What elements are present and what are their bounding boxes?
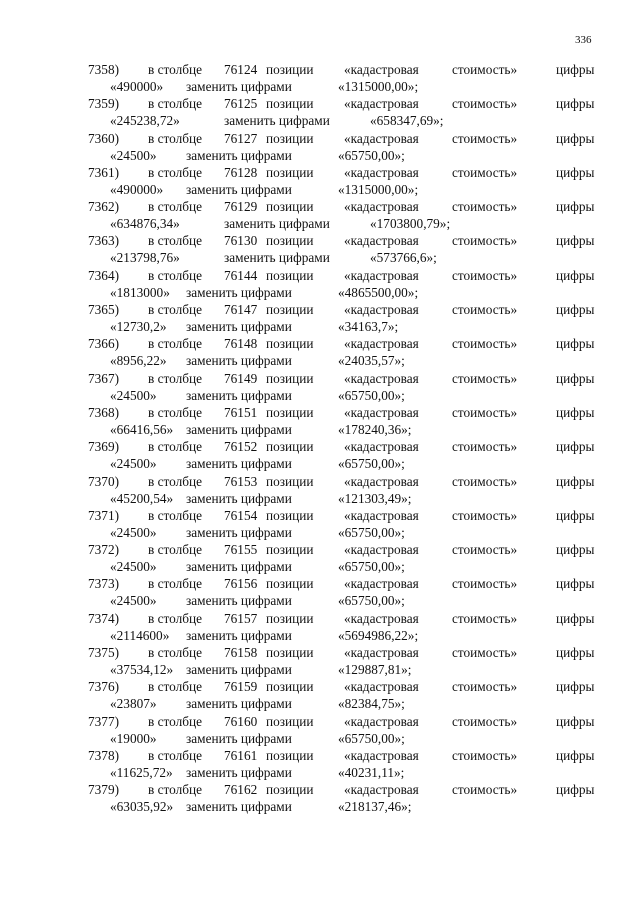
amendment-item bbox=[0, 131, 640, 165]
amendment-item bbox=[0, 165, 640, 199]
replace-phrase: заменить цифрами bbox=[186, 147, 292, 163]
new-value: «65750,00»; bbox=[338, 593, 405, 609]
item-number: 7360) bbox=[88, 130, 120, 146]
item-number: 7377) bbox=[88, 713, 120, 729]
position-number: 76151 bbox=[224, 404, 258, 420]
digits-word: цифры bbox=[556, 713, 595, 729]
amendment-item bbox=[0, 782, 640, 816]
item-number: 7376) bbox=[88, 679, 120, 695]
positions-word: позиции bbox=[266, 370, 314, 386]
column-phrase: в столбце bbox=[148, 302, 203, 318]
replace-phrase: заменить цифрами bbox=[186, 696, 292, 712]
amendment-item bbox=[0, 96, 640, 130]
amendment-item bbox=[0, 405, 640, 439]
amendment-list bbox=[0, 62, 640, 817]
new-value: «129887,81»; bbox=[338, 662, 412, 678]
positions-word: позиции bbox=[266, 96, 314, 112]
cadastral-word: «кадастровая bbox=[344, 576, 419, 592]
column-phrase: в столбце bbox=[148, 679, 203, 695]
old-value: «24500» bbox=[110, 147, 157, 163]
new-value: «1315000,00»; bbox=[338, 79, 419, 94]
new-value: «40231,11»; bbox=[338, 764, 405, 780]
new-value: «4865500,00»; bbox=[338, 284, 419, 300]
replace-phrase: заменить цифрами bbox=[186, 799, 292, 815]
cadastral-word: «кадастровая bbox=[344, 370, 419, 386]
old-value: «490000» bbox=[110, 79, 164, 94]
old-value: «23807» bbox=[110, 696, 157, 712]
amendment-item bbox=[0, 336, 640, 370]
replace-phrase: заменить цифрами bbox=[186, 730, 292, 746]
replace-phrase: заменить цифрами bbox=[186, 319, 292, 335]
cadastral-word: «кадастровая bbox=[344, 130, 419, 146]
cost-word: стоимость» bbox=[452, 336, 518, 352]
old-value: «19000» bbox=[110, 730, 157, 746]
digits-word: цифры bbox=[556, 747, 595, 763]
old-value: «634876,34» bbox=[110, 216, 180, 232]
cost-word: стоимость» bbox=[452, 199, 518, 215]
cadastral-word: «кадастровая bbox=[344, 679, 419, 695]
column-phrase: в столбце bbox=[148, 233, 203, 249]
positions-word: позиции bbox=[266, 439, 314, 455]
digits-word: цифры bbox=[556, 782, 595, 798]
digits-word: цифры bbox=[556, 576, 595, 592]
positions-word: позиции bbox=[266, 679, 314, 695]
cost-word: стоимость» bbox=[452, 233, 518, 249]
item-number: 7363) bbox=[88, 233, 120, 249]
item-number: 7368) bbox=[88, 404, 120, 420]
new-value: «65750,00»; bbox=[338, 730, 405, 746]
item-number: 7362) bbox=[88, 199, 120, 215]
column-phrase: в столбце bbox=[148, 199, 203, 215]
new-value: «65750,00»; bbox=[338, 456, 405, 472]
new-value: «218137,46»; bbox=[338, 799, 412, 815]
old-value: «490000» bbox=[110, 181, 164, 197]
positions-word: позиции bbox=[266, 336, 314, 352]
cadastral-word: «кадастровая bbox=[344, 62, 419, 77]
amendment-item bbox=[0, 371, 640, 405]
digits-word: цифры bbox=[556, 199, 595, 215]
digits-word: цифры bbox=[556, 62, 595, 77]
amendment-item bbox=[0, 302, 640, 336]
item-number: 7371) bbox=[88, 507, 120, 523]
column-phrase: в столбце bbox=[148, 439, 203, 455]
item-number: 7373) bbox=[88, 576, 120, 592]
cadastral-word: «кадастровая bbox=[344, 336, 419, 352]
cadastral-word: «кадастровая bbox=[344, 713, 419, 729]
digits-word: цифры bbox=[556, 542, 595, 558]
positions-word: позиции bbox=[266, 267, 314, 283]
item-number: 7370) bbox=[88, 473, 120, 489]
positions-word: позиции bbox=[266, 233, 314, 249]
column-phrase: в столбце bbox=[148, 370, 203, 386]
digits-word: цифры bbox=[556, 473, 595, 489]
cost-word: стоимость» bbox=[452, 404, 518, 420]
old-value: «24500» bbox=[110, 456, 157, 472]
position-number: 76155 bbox=[224, 542, 258, 558]
positions-word: позиции bbox=[266, 713, 314, 729]
position-number: 76128 bbox=[224, 164, 258, 180]
cost-word: стоимость» bbox=[452, 302, 518, 318]
cost-word: стоимость» bbox=[452, 473, 518, 489]
cost-word: стоимость» bbox=[452, 507, 518, 523]
cadastral-word: «кадастровая bbox=[344, 404, 419, 420]
position-number: 76157 bbox=[224, 610, 258, 626]
old-value: «245238,72» bbox=[110, 113, 180, 129]
cost-word: стоимость» bbox=[452, 782, 518, 798]
cost-word: стоимость» bbox=[452, 370, 518, 386]
column-phrase: в столбце bbox=[148, 645, 203, 661]
positions-word: позиции bbox=[266, 507, 314, 523]
position-number: 76147 bbox=[224, 302, 258, 318]
amendment-item bbox=[0, 714, 640, 748]
column-phrase: в столбце bbox=[148, 267, 203, 283]
new-value: «573766,6»; bbox=[370, 250, 437, 266]
item-number: 7361) bbox=[88, 164, 120, 180]
item-number: 7372) bbox=[88, 542, 120, 558]
amendment-item bbox=[0, 268, 640, 302]
column-phrase: в столбце bbox=[148, 782, 203, 798]
item-number: 7366) bbox=[88, 336, 120, 352]
replace-phrase: заменить цифрами bbox=[186, 181, 292, 197]
positions-word: позиции bbox=[266, 473, 314, 489]
cost-word: стоимость» bbox=[452, 645, 518, 661]
column-phrase: в столбце bbox=[148, 576, 203, 592]
cadastral-word: «кадастровая bbox=[344, 610, 419, 626]
digits-word: цифры bbox=[556, 233, 595, 249]
digits-word: цифры bbox=[556, 404, 595, 420]
item-number: 7375) bbox=[88, 645, 120, 661]
cost-word: стоимость» bbox=[452, 542, 518, 558]
cadastral-word: «кадастровая bbox=[344, 96, 419, 112]
old-value: «24500» bbox=[110, 524, 157, 540]
amendment-item bbox=[0, 508, 640, 542]
digits-word: цифры bbox=[556, 370, 595, 386]
cost-word: стоимость» bbox=[452, 713, 518, 729]
position-number: 76156 bbox=[224, 576, 258, 592]
digits-word: цифры bbox=[556, 267, 595, 283]
old-value: «24500» bbox=[110, 387, 157, 403]
old-value: «1813000» bbox=[110, 284, 170, 300]
cost-word: стоимость» bbox=[452, 679, 518, 695]
replace-phrase: заменить цифрами bbox=[186, 627, 292, 643]
new-value: «1703800,79»; bbox=[370, 216, 451, 232]
new-value: «82384,75»; bbox=[338, 696, 405, 712]
replace-phrase: заменить цифрами bbox=[186, 593, 292, 609]
cost-word: стоимость» bbox=[452, 267, 518, 283]
old-value: «2114600» bbox=[110, 627, 170, 643]
digits-word: цифры bbox=[556, 679, 595, 695]
digits-word: цифры bbox=[556, 302, 595, 318]
replace-phrase: заменить цифрами bbox=[186, 662, 292, 678]
replace-phrase: заменить цифрами bbox=[224, 216, 330, 232]
cost-word: стоимость» bbox=[452, 610, 518, 626]
item-number: 7367) bbox=[88, 370, 120, 386]
amendment-item bbox=[0, 611, 640, 645]
cost-word: стоимость» bbox=[452, 439, 518, 455]
item-number: 7358) bbox=[88, 62, 120, 77]
column-phrase: в столбце bbox=[148, 542, 203, 558]
position-number: 76149 bbox=[224, 370, 258, 386]
new-value: «1315000,00»; bbox=[338, 181, 419, 197]
cadastral-word: «кадастровая bbox=[344, 233, 419, 249]
digits-word: цифры bbox=[556, 164, 595, 180]
replace-phrase: заменить цифрами bbox=[186, 353, 292, 369]
replace-phrase: заменить цифрами bbox=[186, 559, 292, 575]
new-value: «24035,57»; bbox=[338, 353, 405, 369]
positions-word: позиции bbox=[266, 62, 314, 77]
positions-word: позиции bbox=[266, 576, 314, 592]
cadastral-word: «кадастровая bbox=[344, 747, 419, 763]
amendment-item bbox=[0, 439, 640, 473]
column-phrase: в столбце bbox=[148, 507, 203, 523]
new-value: «65750,00»; bbox=[338, 524, 405, 540]
replace-phrase: заменить цифрами bbox=[186, 764, 292, 780]
replace-phrase: заменить цифрами bbox=[186, 524, 292, 540]
old-value: «66416,56» bbox=[110, 421, 174, 437]
amendment-item bbox=[0, 542, 640, 576]
positions-word: позиции bbox=[266, 610, 314, 626]
item-number: 7379) bbox=[88, 782, 120, 798]
position-number: 76124 bbox=[224, 62, 258, 77]
column-phrase: в столбце bbox=[148, 713, 203, 729]
old-value: «63035,92» bbox=[110, 799, 174, 815]
old-value: «12730,2» bbox=[110, 319, 167, 335]
new-value: «65750,00»; bbox=[338, 387, 405, 403]
column-phrase: в столбце bbox=[148, 96, 203, 112]
item-number: 7359) bbox=[88, 96, 120, 112]
positions-word: позиции bbox=[266, 130, 314, 146]
column-phrase: в столбце bbox=[148, 610, 203, 626]
page-number: 336 bbox=[575, 34, 592, 46]
amendment-item bbox=[0, 748, 640, 782]
amendment-item bbox=[0, 576, 640, 610]
item-number: 7374) bbox=[88, 610, 120, 626]
digits-word: цифры bbox=[556, 610, 595, 626]
column-phrase: в столбце bbox=[148, 473, 203, 489]
column-phrase: в столбце bbox=[148, 747, 203, 763]
cadastral-word: «кадастровая bbox=[344, 782, 419, 798]
replace-phrase: заменить цифрами bbox=[186, 490, 292, 506]
cost-word: стоимость» bbox=[452, 130, 518, 146]
position-number: 76154 bbox=[224, 507, 258, 523]
new-value: «65750,00»; bbox=[338, 147, 405, 163]
position-number: 76144 bbox=[224, 267, 258, 283]
column-phrase: в столбце bbox=[148, 164, 203, 180]
position-number: 76160 bbox=[224, 713, 258, 729]
position-number: 76158 bbox=[224, 645, 258, 661]
cadastral-word: «кадастровая bbox=[344, 473, 419, 489]
new-value: «65750,00»; bbox=[338, 559, 405, 575]
digits-word: цифры bbox=[556, 507, 595, 523]
replace-phrase: заменить цифрами bbox=[224, 250, 330, 266]
positions-word: позиции bbox=[266, 747, 314, 763]
cadastral-word: «кадастровая bbox=[344, 507, 419, 523]
amendment-item bbox=[0, 679, 640, 713]
position-number: 76152 bbox=[224, 439, 258, 455]
position-number: 76127 bbox=[224, 130, 258, 146]
item-number: 7364) bbox=[88, 267, 120, 283]
position-number: 76129 bbox=[224, 199, 258, 215]
positions-word: позиции bbox=[266, 404, 314, 420]
cost-word: стоимость» bbox=[452, 96, 518, 112]
position-number: 76130 bbox=[224, 233, 258, 249]
replace-phrase: заменить цифрами bbox=[186, 421, 292, 437]
cost-word: стоимость» bbox=[452, 164, 518, 180]
old-value: «213798,76» bbox=[110, 250, 180, 266]
position-number: 76162 bbox=[224, 782, 258, 798]
column-phrase: в столбце bbox=[148, 62, 203, 77]
digits-word: цифры bbox=[556, 130, 595, 146]
column-phrase: в столбце bbox=[148, 130, 203, 146]
old-value: «8956,22» bbox=[110, 353, 167, 369]
positions-word: позиции bbox=[266, 645, 314, 661]
cadastral-word: «кадастровая bbox=[344, 199, 419, 215]
digits-word: цифры bbox=[556, 96, 595, 112]
cost-word: стоимость» bbox=[452, 747, 518, 763]
item-number: 7369) bbox=[88, 439, 120, 455]
amendment-item bbox=[0, 474, 640, 508]
positions-word: позиции bbox=[266, 782, 314, 798]
cadastral-word: «кадастровая bbox=[344, 645, 419, 661]
position-number: 76148 bbox=[224, 336, 258, 352]
old-value: «11625,72» bbox=[110, 764, 173, 780]
positions-word: позиции bbox=[266, 199, 314, 215]
amendment-item bbox=[0, 645, 640, 679]
new-value: «34163,7»; bbox=[338, 319, 399, 335]
amendment-item bbox=[0, 62, 640, 96]
replace-phrase: заменить цифрами bbox=[186, 456, 292, 472]
replace-phrase: заменить цифрами bbox=[224, 113, 330, 129]
cost-word: стоимость» bbox=[452, 576, 518, 592]
column-phrase: в столбце bbox=[148, 336, 203, 352]
position-number: 76125 bbox=[224, 96, 258, 112]
replace-phrase: заменить цифрами bbox=[186, 387, 292, 403]
cadastral-word: «кадастровая bbox=[344, 302, 419, 318]
new-value: «178240,36»; bbox=[338, 421, 412, 437]
position-number: 76159 bbox=[224, 679, 258, 695]
item-number: 7378) bbox=[88, 747, 120, 763]
replace-phrase: заменить цифрами bbox=[186, 284, 292, 300]
old-value: «24500» bbox=[110, 559, 157, 575]
old-value: «45200,54» bbox=[110, 490, 174, 506]
digits-word: цифры bbox=[556, 439, 595, 455]
amendment-item bbox=[0, 233, 640, 267]
column-phrase: в столбце bbox=[148, 404, 203, 420]
amendment-item bbox=[0, 199, 640, 233]
digits-word: цифры bbox=[556, 336, 595, 352]
new-value: «121303,49»; bbox=[338, 490, 412, 506]
cadastral-word: «кадастровая bbox=[344, 164, 419, 180]
new-value: «658347,69»; bbox=[370, 113, 444, 129]
digits-word: цифры bbox=[556, 645, 595, 661]
old-value: «24500» bbox=[110, 593, 157, 609]
positions-word: позиции bbox=[266, 542, 314, 558]
position-number: 76161 bbox=[224, 747, 258, 763]
position-number: 76153 bbox=[224, 473, 258, 489]
cost-word: стоимость» bbox=[452, 62, 518, 77]
new-value: «5694986,22»; bbox=[338, 627, 419, 643]
cadastral-word: «кадастровая bbox=[344, 267, 419, 283]
cadastral-word: «кадастровая bbox=[344, 439, 419, 455]
cadastral-word: «кадастровая bbox=[344, 542, 419, 558]
old-value: «37534,12» bbox=[110, 662, 174, 678]
replace-phrase: заменить цифрами bbox=[186, 79, 292, 94]
positions-word: позиции bbox=[266, 302, 314, 318]
item-number: 7365) bbox=[88, 302, 120, 318]
positions-word: позиции bbox=[266, 164, 314, 180]
